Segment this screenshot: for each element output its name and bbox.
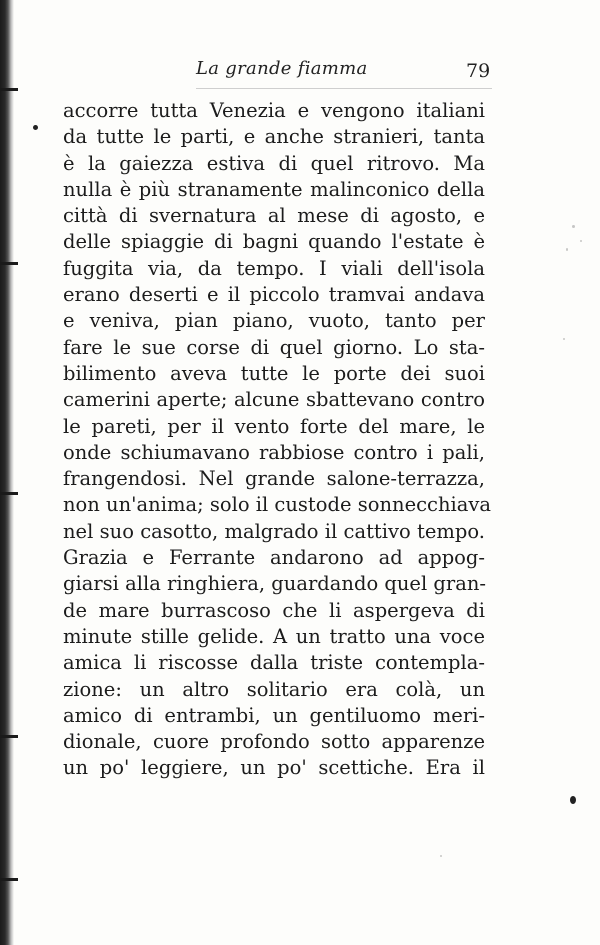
text-line: nulla è più stranamente malinconico della	[63, 177, 485, 201]
paper-speckle	[440, 855, 442, 857]
text-line: delle spiaggie di bagni quando l'estate è	[63, 230, 485, 254]
body-text	[63, 98, 492, 782]
paper-speckle	[580, 240, 582, 242]
running-head	[0, 58, 600, 86]
text-line: bilimento aveva tutte le porte dei suoi	[63, 361, 485, 385]
paper-speckle	[566, 248, 568, 251]
text-line: camerini aperte; alcune sbattevano contro	[63, 388, 485, 412]
binding-thread	[0, 492, 18, 495]
text-line: e veniva, pian piano, vuoto, tanto per	[63, 309, 485, 333]
ink-dot	[33, 125, 38, 130]
text-line: amico di entrambi, un gentiluomo meri-	[63, 703, 485, 727]
text-line: da tutte le parti, e anche stranieri, tanta	[63, 125, 485, 149]
text-line: accorre tutta Venezia e vengono italiani	[63, 99, 485, 122]
binding-thread	[0, 262, 18, 265]
page-number: 79	[466, 60, 491, 82]
text-line: minute stille gelide. A un tratto una voce	[63, 624, 485, 648]
text-line: de mare burrascoso che li aspergeva di	[63, 598, 485, 622]
running-title: La grande fiamma	[196, 58, 368, 79]
text-line: zione: un altro solitario era colà, un	[63, 677, 485, 701]
text-line: non un'anima; solo il custode sonnecchiava	[63, 493, 492, 517]
text-line: fuggita via, da tempo. I viali dell'isola	[63, 256, 485, 280]
text-line: frangendosi. Nel grande salone-terrazza,	[63, 467, 485, 491]
text-line: le pareti, per il vento forte del mare, le	[63, 414, 485, 438]
text-line: un po' leggiere, un po' scettiche. Era il	[63, 756, 485, 780]
text-line: dionale, cuore profondo sotto apparenze	[63, 730, 485, 754]
paper-speckle	[572, 225, 575, 228]
text-line: nel suo casotto, malgrado il cattivo tempo.	[63, 519, 485, 543]
text-line: erano deserti e il piccolo tramvai andava	[63, 283, 485, 307]
binding-thread	[0, 735, 18, 738]
ink-dot	[570, 796, 576, 804]
text-line: Grazia e Ferrante andarono ad appog-	[63, 546, 485, 570]
text-line: giarsi alla ringhiera, guardando quel gran-	[63, 572, 486, 596]
binding-thread	[0, 88, 18, 91]
text-line: amica li riscosse dalla triste contempla-	[63, 651, 485, 675]
text-line: città di svernatura al mese di agosto, e	[63, 204, 485, 228]
binding-edge	[0, 0, 14, 945]
text-line: fare le sue corse di quel giorno. Lo sta-	[63, 335, 485, 359]
text-line: è la gaiezza estiva di quel ritrovo. Ma	[63, 151, 485, 175]
binding-thread	[0, 878, 18, 881]
paper-speckle	[563, 338, 565, 340]
text-line: onde schiumavano rabbiose contro i pali,	[63, 440, 485, 464]
header-rule	[196, 88, 492, 89]
